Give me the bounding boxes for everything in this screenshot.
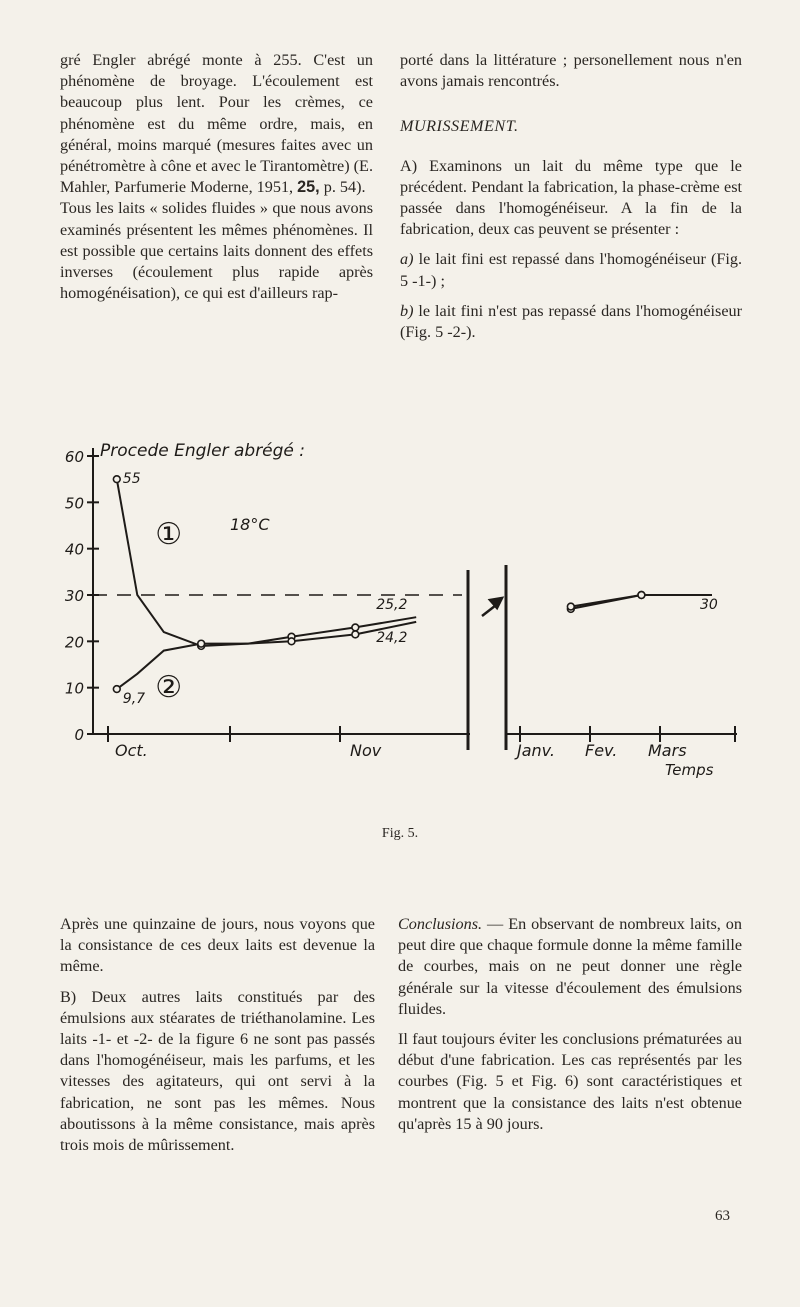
paragraph: B) Deux autres laits constitués par des émulsions aux stéarates de triéthanolamine. Les laits -1- et -2- de la figure 6 ne sont pas passés dans l'homogénéiseur, mais les parfums, et les vitesses des agitateurs, qui ont servi à la fabrication, ne sont pas les mêmes. Nous aboutissons à la même consistance, mais après trois mois de mûrissement.	[60, 987, 375, 1155]
list-item: a) le lait fini est repassé dans l'homogénéiseur (Fig. 5 -1-) ;	[400, 250, 742, 290]
data-label: 30	[700, 597, 718, 613]
chart-title: Procede Engler abrégé :	[100, 441, 306, 461]
paragraph: porté dans la littérature ; personellement nous n'en avons jamais rencontrés.	[400, 51, 742, 91]
y-tick-label: 20	[64, 633, 84, 652]
y-tick-label: 50	[64, 494, 84, 513]
data-label: 24,2	[376, 629, 408, 646]
series-marker: ②	[155, 669, 183, 705]
paragraph: Tous les laits « solides fluides » que nous avons examinés présentent les mêmes phénomènes. Il est possible que certains laits donnent des effets inverses (écoulement plus rapide après homogénéisation), ce qui est d'ailleurs rap-	[60, 199, 373, 303]
paragraph: gré Engler abrégé monte à 255. C'est un phénomène de broyage. L'écoulement est beaucoup plus lent. Pour les crèmes, ce phénomène est du même ordre, mais, en général, moins marqué (mesures faites avec un pénétromètre à cône et avec le Tirantomètre) (E. Mahler, Parfumerie Moderne, 1951, 25, p. 54).	[60, 51, 373, 197]
series-marker: ①	[155, 517, 183, 553]
data-label: 25,2	[376, 597, 408, 614]
y-tick-label: 0	[74, 726, 84, 744]
figure-5-chart	[0, 430, 800, 790]
paragraph: A) Examinons un lait du même type que le précédent. Pendant la fabrication, la phase-crème est passée dans l'homogénéiseur. A la fin de la fabrication, deux cas peuvent se présenter :	[400, 156, 742, 239]
paragraph: Après une quinzaine de jours, nous voyons que la consistance de ces deux laits est devenue la même.	[60, 915, 375, 976]
top-right-column	[400, 50, 742, 343]
temperature-label: 18°C	[230, 515, 270, 534]
data-label: 55	[122, 471, 141, 488]
top-left-column	[60, 50, 373, 304]
x-tick-label: Oct.	[115, 741, 148, 760]
paragraph: Il faut toujours éviter les conclusions prématurées au début d'une fabrication. Les cas représentés par les courbes (Fig. 5 et Fig. 6) sont caractéristiques et montrent que la consistance des laits n'est obtenue qu'après 15 à 90 jours.	[398, 1030, 742, 1133]
y-tick-label: 10	[64, 679, 84, 698]
series-group	[113, 476, 712, 693]
series-2-point	[567, 603, 574, 610]
y-tick-label: 30	[64, 587, 84, 605]
x-tick-label: Fev.	[585, 741, 618, 760]
x-tick-label: Mars	[648, 741, 687, 760]
series-2-point	[113, 686, 120, 693]
conclusions-lead: Conclusions.	[398, 915, 483, 933]
series-2-point	[352, 631, 359, 638]
series-2-point	[198, 640, 205, 647]
series-1-point	[113, 476, 120, 483]
data-label: 9,7	[122, 691, 146, 708]
y-tick-label: 40	[64, 540, 84, 559]
series-1-line	[117, 479, 416, 646]
bottom-left-column	[60, 914, 375, 1156]
data-labels	[123, 471, 718, 707]
series-1-point	[352, 624, 359, 631]
figure-caption: Fig. 5.	[381, 826, 419, 841]
arrow-icon	[482, 598, 502, 616]
series-2-point	[288, 638, 295, 645]
page-number: 63	[715, 1208, 730, 1224]
x-axis-label: Temps	[665, 761, 714, 779]
x-axis-ticks	[108, 726, 735, 760]
paragraph: Conclusions. — En observant de nombreux laits, on peut dire que chaque formule donne la même famille de courbes, mais on ne peut donner une règle générale sur la vitesse d'écoulement des émulsions fluides.	[398, 915, 742, 1018]
y-tick-label: 60	[64, 448, 84, 466]
x-tick-label: Janv.	[517, 741, 555, 760]
x-tick-label: Nov	[350, 741, 382, 760]
list-item: b) le lait fini n'est pas repassé dans l'homogénéiseur (Fig. 5 -2-).	[400, 301, 742, 342]
bottom-right-column	[398, 914, 742, 1135]
section-heading: MURISSEMENT.	[400, 117, 519, 136]
series-2-point	[638, 592, 645, 599]
